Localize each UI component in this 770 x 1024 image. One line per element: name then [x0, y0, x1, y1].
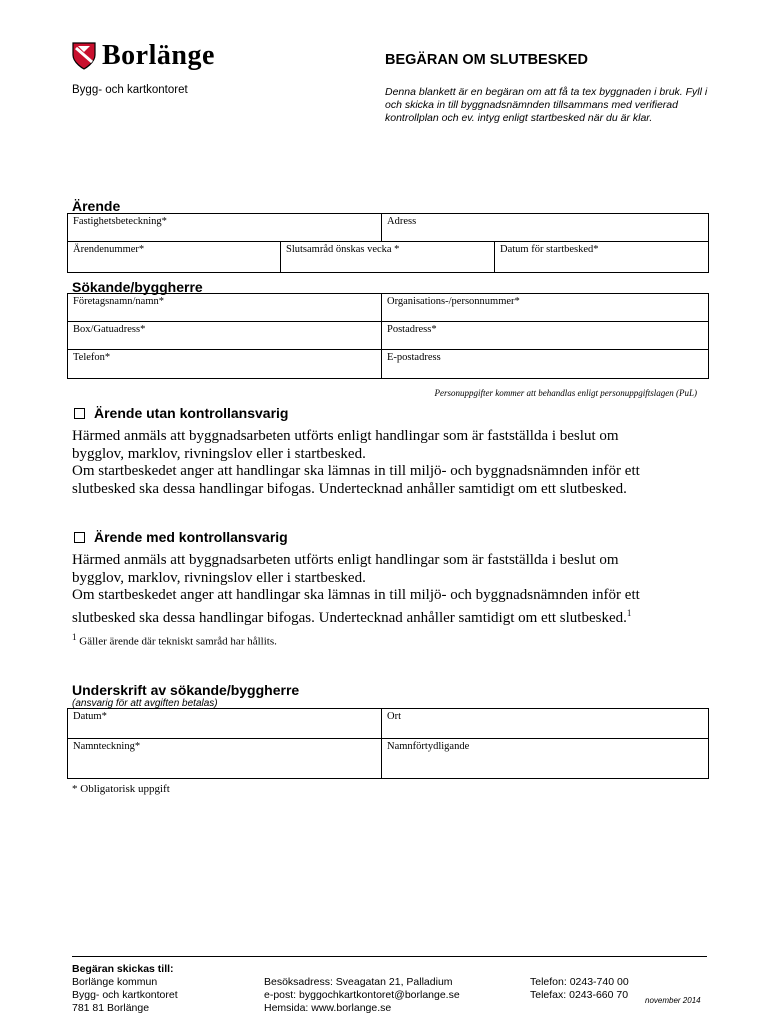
field-foretagsnamn[interactable]: [68, 294, 382, 322]
field-label: Box/Gatuadress*: [73, 324, 146, 335]
field-telefon[interactable]: [68, 350, 382, 379]
intro-text: Denna blankett är en begäran om att få ta tex byggnaden i bruk. Fyll i och skicka in till byggnadsnämnden tillsammans med verifierad kontrollplan och ev. intyg enligt startbesked när du är klar.: [385, 86, 708, 124]
paragraph-text: Om startbeskedet anger att handlingar ska lämnas in till miljö- och byggnadsnämnden inför ett slutbesked ska dessa handlingar bifogas. Undertecknad anhåller samtidigt om ett slutbesked.: [72, 587, 640, 626]
field-label: Postadress*: [387, 324, 437, 335]
pul-notice: Personuppgifter kommer att behandlas enligt personuppgiftslagen (PuL): [434, 388, 697, 398]
field-label: Telefon*: [73, 352, 111, 363]
footer-date: november 2014: [645, 996, 701, 1005]
field-label: Adress: [387, 216, 417, 227]
field-label: E-postadress: [387, 352, 441, 363]
field-label: Företagsnamn/namn*: [73, 296, 164, 307]
footer-send-to: [72, 963, 178, 1015]
footnote-mark: 1: [72, 632, 77, 642]
footer-telefon: Telefon: 0243-740 00: [530, 976, 629, 988]
field-label: Slutsamråd önskas vecka *: [286, 244, 400, 255]
field-label: Fastighetsbeteckning*: [73, 216, 167, 227]
underskrift-table: [67, 708, 709, 779]
sokande-table: [67, 293, 709, 379]
field-label: Organisations-/personnummer*: [387, 296, 520, 307]
field-arendenummer[interactable]: [68, 242, 281, 273]
option-label: Ärende med kontrollansvarig: [94, 529, 288, 545]
field-datum-startbesked[interactable]: [495, 242, 709, 273]
section-title-underskrift: Underskrift av sökande/byggherre: [72, 682, 300, 698]
footer-visit-address: Besöksadress: Sveagatan 21, Palladium: [264, 976, 453, 988]
underskrift-subtitle: (ansvarig för att avgiften betalas): [72, 698, 218, 709]
option2-text: [72, 552, 672, 627]
option-utan-kontrollansvarig[interactable]: [74, 405, 288, 421]
department-name: Bygg- och kartkontoret: [72, 84, 188, 96]
mandatory-note: * Obligatorisk uppgift: [72, 783, 170, 795]
footer-contact: [264, 976, 460, 1015]
option1-text: [72, 428, 672, 498]
field-label: Namnteckning*: [73, 741, 141, 752]
option-med-kontrollansvarig[interactable]: [74, 529, 288, 545]
arende-table: [67, 213, 709, 273]
paragraph: Härmed anmäls att byggnadsarbeten utförts enligt handlingar som är fastställda i beslut om bygglov, marklov, rivningslov eller i startbesked.: [72, 428, 619, 462]
field-epostadress[interactable]: [382, 350, 709, 379]
field-slutsamrad[interactable]: [281, 242, 495, 273]
logo: [72, 40, 215, 72]
checkbox-med-kontrollansvarig[interactable]: [74, 532, 85, 543]
field-label: Datum för startbesked*: [500, 244, 599, 255]
field-gatuadress[interactable]: [68, 322, 382, 350]
field-label: Namnförtydligande: [387, 741, 470, 752]
footer-send-line: Bygg- och kartkontoret: [72, 989, 178, 1001]
option-label: Ärende utan kontrollansvarig: [94, 405, 289, 421]
footnote-text: Gäller ärende där tekniskt samråd har hållits.: [79, 635, 277, 648]
footer-email[interactable]: e-post: byggochkartkontoret@borlange.se: [264, 989, 460, 1001]
footnote: [72, 632, 277, 648]
footer-website[interactable]: Hemsida: www.borlange.se: [264, 1002, 392, 1014]
field-label: Ärendenummer*: [73, 244, 145, 255]
field-ort[interactable]: [382, 709, 709, 739]
footer-send-title: Begäran skickas till:: [72, 963, 174, 975]
logo-name: Borlänge: [102, 40, 215, 71]
document-title: BEGÄRAN OM SLUTBESKED: [385, 52, 589, 68]
section-title-arende: Ärende: [72, 198, 121, 214]
paragraph: Härmed anmäls att byggnadsarbeten utförts enligt handlingar som är fastställda i beslut om bygglov, marklov, rivningslov eller i startbesked.: [72, 552, 619, 586]
field-namnteckning[interactable]: [68, 739, 382, 779]
section-title-sokande: Sökande/byggherre: [72, 279, 203, 295]
footnote-reference: 1: [626, 607, 632, 618]
field-organisationsnummer[interactable]: [382, 294, 709, 322]
coat-of-arms-icon: [72, 42, 96, 70]
footer-send-line: Borlänge kommun: [72, 976, 158, 988]
paragraph: [72, 587, 672, 627]
paragraph: Om startbeskedet anger att handlingar ska lämnas in till miljö- och byggnadsnämnden inför ett slutbesked ska dessa handlingar bifogas. Undertecknad anhåller samtidigt om ett slutbesked.: [72, 463, 640, 497]
field-adress[interactable]: [382, 214, 709, 242]
footer-telefax: Telefax: 0243-660 70: [530, 989, 629, 1001]
field-postadress[interactable]: [382, 322, 709, 350]
field-datum[interactable]: [68, 709, 382, 739]
checkbox-utan-kontrollansvarig[interactable]: [74, 408, 85, 419]
field-namnfortydligande[interactable]: [382, 739, 709, 779]
footer-phone: [530, 976, 629, 1002]
field-label: Datum*: [73, 711, 107, 722]
field-fastighetsbeteckning[interactable]: [68, 214, 382, 242]
footer-send-line: 781 81 Borlänge: [72, 1002, 150, 1014]
field-label: Ort: [387, 711, 401, 722]
footer-divider: [72, 956, 707, 957]
